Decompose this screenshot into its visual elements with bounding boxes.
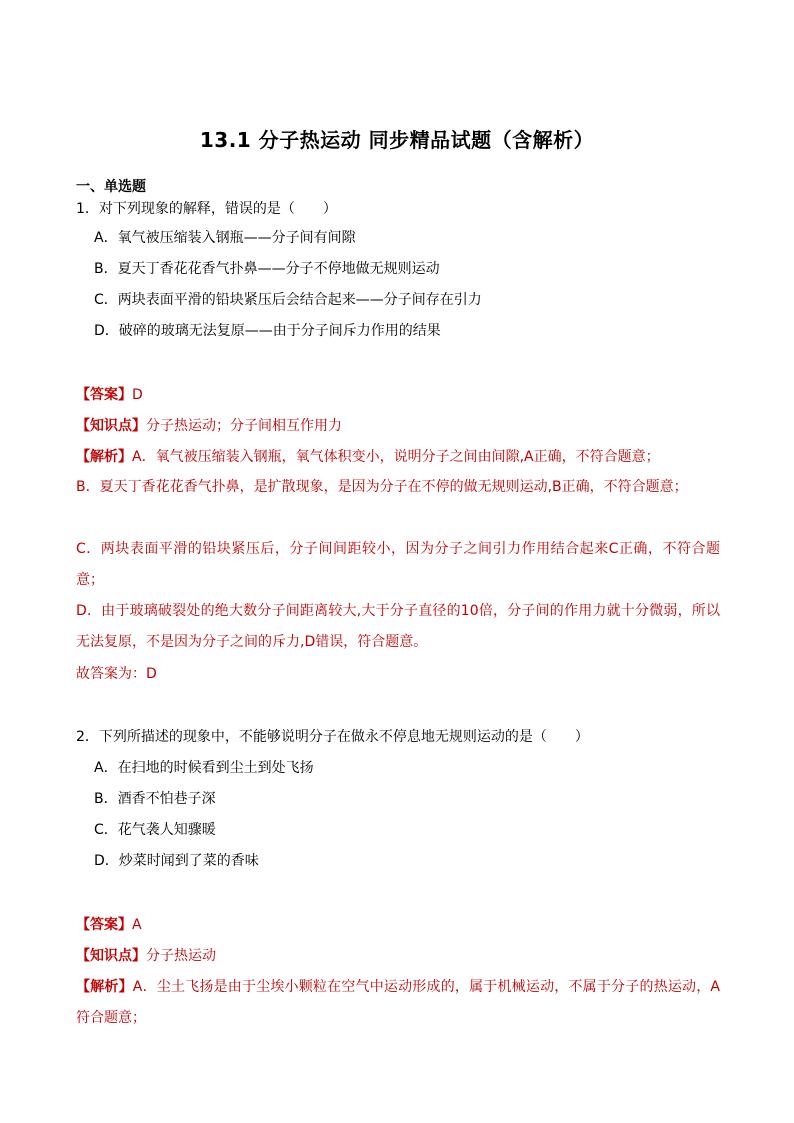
question-2-option-c: C．花气袭人知骤暖 (94, 822, 216, 838)
answer-value: A (132, 917, 142, 933)
question-2-stem: 2．下列所描述的现象中，不能够说明分子在做永不停息地无规则运动的是（ ） (76, 729, 589, 745)
question-1-option-d: D．破碎的玻璃无法复原——由于分子间斥力作用的结果 (94, 323, 441, 339)
knowledge-value: 分子热运动 (146, 948, 216, 964)
question-1-conclusion: 故答案为：D (76, 666, 157, 682)
question-2-option-d: D．炒菜时闻到了菜的香味 (94, 853, 259, 869)
answer-value: D (132, 387, 143, 403)
question-2-knowledge (76, 946, 216, 966)
analysis-a-text: A．尘土飞扬是由于尘埃小颗粒在空气中运动形成的，属于机械运动，不属于分子的热运动，A符合题意； (76, 979, 721, 1026)
question-2-option-a: A．在扫地的时候看到尘土到处飞扬 (94, 760, 314, 776)
question-1-analysis-c: C．两块表面平滑的铅块紧压后，分子间间距较小，因为分子之间引力作用结合起来C正确，不符合题意； (76, 541, 720, 588)
knowledge-tag: 【知识点】 (76, 948, 146, 964)
question-2-analysis-a (76, 972, 720, 1034)
question-1-option-a: A．氧气被压缩装入钢瓶——分子间有间隙 (94, 230, 356, 246)
answer-tag: 【答案】 (76, 917, 132, 933)
question-1-option-b: B．夏天丁香花花香气扑鼻——分子不停地做无规则运动 (94, 261, 440, 277)
analysis-a-text: A．氧气被压缩装入钢瓶，氧气体积变小，说明分子之间由间隙,A正确，不符合题意； (132, 449, 660, 465)
page-title: 13.1 分子热运动 同步精品试题（含解析） (199, 128, 595, 152)
question-1-answer (76, 385, 143, 405)
question-2-answer (76, 915, 142, 935)
knowledge-value: 分子热运动；分子间相互作用力 (146, 418, 342, 434)
analysis-tag: 【解析】 (76, 979, 133, 995)
question-1-knowledge (76, 416, 342, 436)
knowledge-tag: 【知识点】 (76, 418, 146, 434)
question-2-option-b: B．酒香不怕巷子深 (94, 791, 216, 807)
question-1-analysis-d: D．由于玻璃破裂处的绝大数分子间距离较大,大于分子直径的10倍，分子间的作用力就十分微弱，所以无法复原，不是因为分子之间的斥力,D错误，符合题意。 (76, 603, 720, 650)
analysis-tag: 【解析】 (76, 449, 132, 465)
section-heading: 一、单选题 (76, 179, 146, 195)
question-1-stem: 1．对下列现象的解释，错误的是（ ） (76, 201, 337, 217)
answer-tag: 【答案】 (76, 387, 132, 403)
question-1-analysis-b: B．夏天丁香花花香气扑鼻，是扩散现象，是因为分子在不停的做无规则运动,B正确，不符合题意； (76, 479, 688, 495)
question-1-option-c: C．两块表面平滑的铅块紧压后会结合起来——分子间存在引力 (94, 292, 482, 308)
question-1-analysis-a (76, 447, 660, 467)
